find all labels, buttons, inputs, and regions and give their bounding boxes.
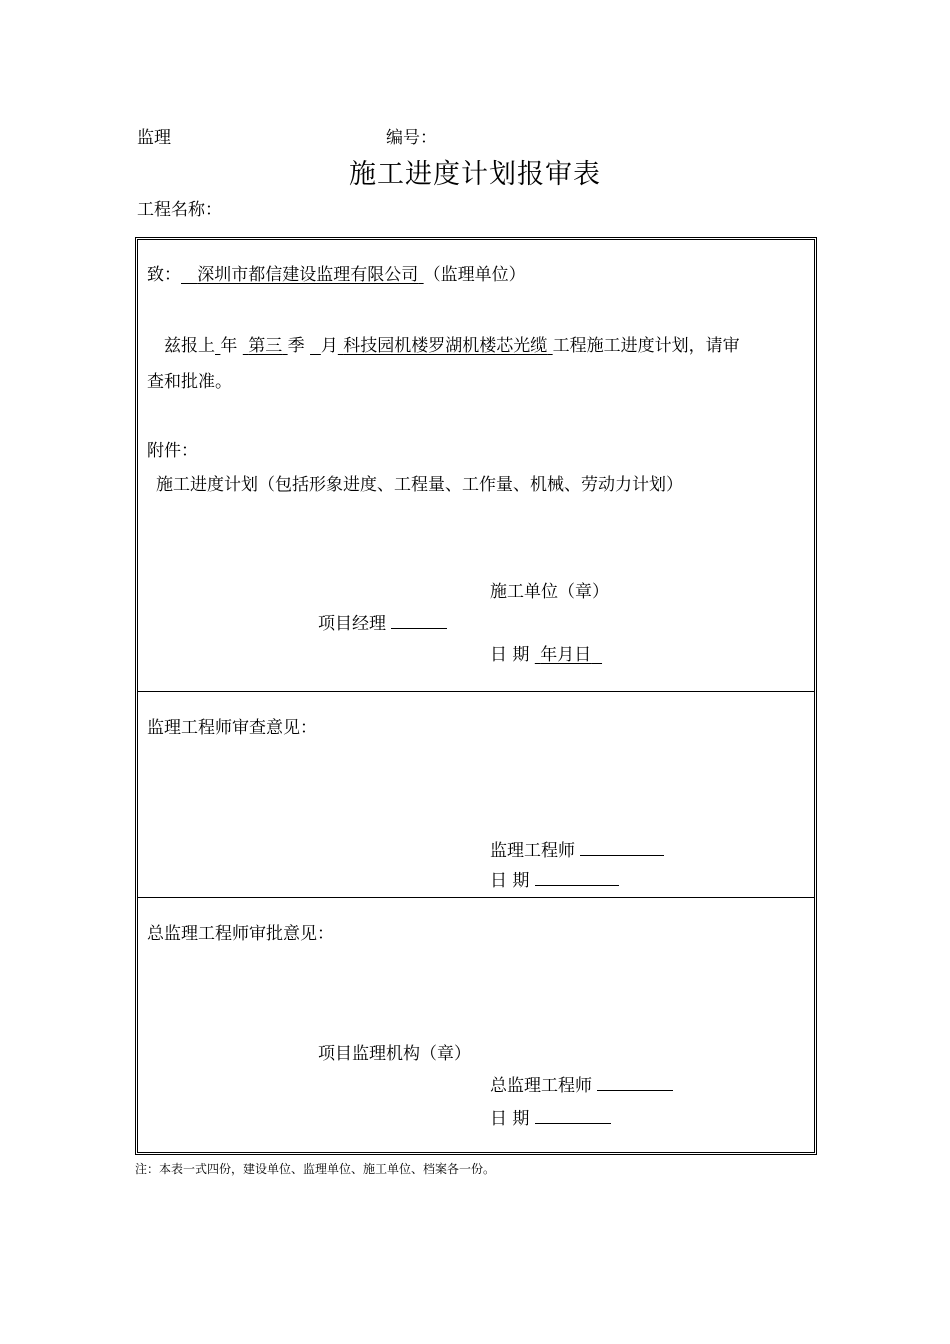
month-label: 月 <box>320 336 338 356</box>
month-blank <box>310 336 321 356</box>
supervision-org-seal-label: 项目监理机构（章） <box>318 1044 471 1064</box>
project-manager-line <box>318 612 447 634</box>
contractor-date-value: 年月日 <box>540 645 592 665</box>
engineer-review-title: 监理工程师审查意见： <box>147 718 317 738</box>
project-name-label: 工程名称： <box>137 200 222 220</box>
contractor-date-line <box>490 645 602 665</box>
form-table <box>135 237 817 1155</box>
attachment-label: 附件： <box>147 441 198 461</box>
engineer-signature-blank <box>580 839 664 856</box>
engineer-date-line <box>490 869 619 891</box>
section-divider-2 <box>137 897 815 898</box>
footer-note: 注：本表一式四份，建设单位、监理单位、施工单位、档案各一份。 <box>135 1162 496 1176</box>
chief-signature-blank <box>597 1074 673 1091</box>
supervision-label: 监理 <box>137 128 171 148</box>
year-label: 年 <box>220 336 238 356</box>
supervisor-unit-suffix: （监理单位） <box>423 265 526 285</box>
addressee-line <box>147 265 526 285</box>
quarter-value: 第三 <box>248 336 283 356</box>
project-value: 科技园机楼罗湖机楼芯光缆 <box>343 336 548 356</box>
chief-approval-title: 总监理工程师审批意见： <box>147 924 334 944</box>
chief-signature-line <box>490 1074 673 1096</box>
number-label: 编号： <box>386 128 437 148</box>
chief-engineer-label: 总监理工程师 <box>490 1076 592 1096</box>
report-suffix: 工程施工进度计划，请审 <box>552 336 740 356</box>
quarter-label: 季 <box>287 336 305 356</box>
report-line-2: 查和批准。 <box>147 372 232 392</box>
report-line-1 <box>164 336 740 356</box>
project-manager-label: 项目经理 <box>318 614 386 634</box>
engineer-date-label: 日 期 <box>490 871 530 891</box>
project-manager-signature-line <box>391 612 447 629</box>
page-title: 施工进度计划报审表 <box>349 159 601 190</box>
report-prefix: 兹报上 <box>164 336 215 356</box>
chief-date-line <box>490 1107 611 1129</box>
engineer-date-blank <box>535 869 619 886</box>
contractor-date-label: 日 期 <box>490 645 530 665</box>
to-label: 致： <box>147 265 181 285</box>
chief-date-label: 日 期 <box>490 1109 530 1129</box>
chief-date-blank <box>535 1107 611 1124</box>
supervisor-company: 深圳市都信建设监理有限公司 <box>197 265 419 285</box>
section-divider-1 <box>137 691 815 692</box>
contractor-seal-label: 施工单位（章） <box>490 582 609 602</box>
engineer-label: 监理工程师 <box>490 841 575 861</box>
engineer-signature-line <box>490 839 664 861</box>
attachment-item: 施工进度计划（包括形象进度、工程量、工作量、机械、劳动力计划） <box>156 475 683 495</box>
